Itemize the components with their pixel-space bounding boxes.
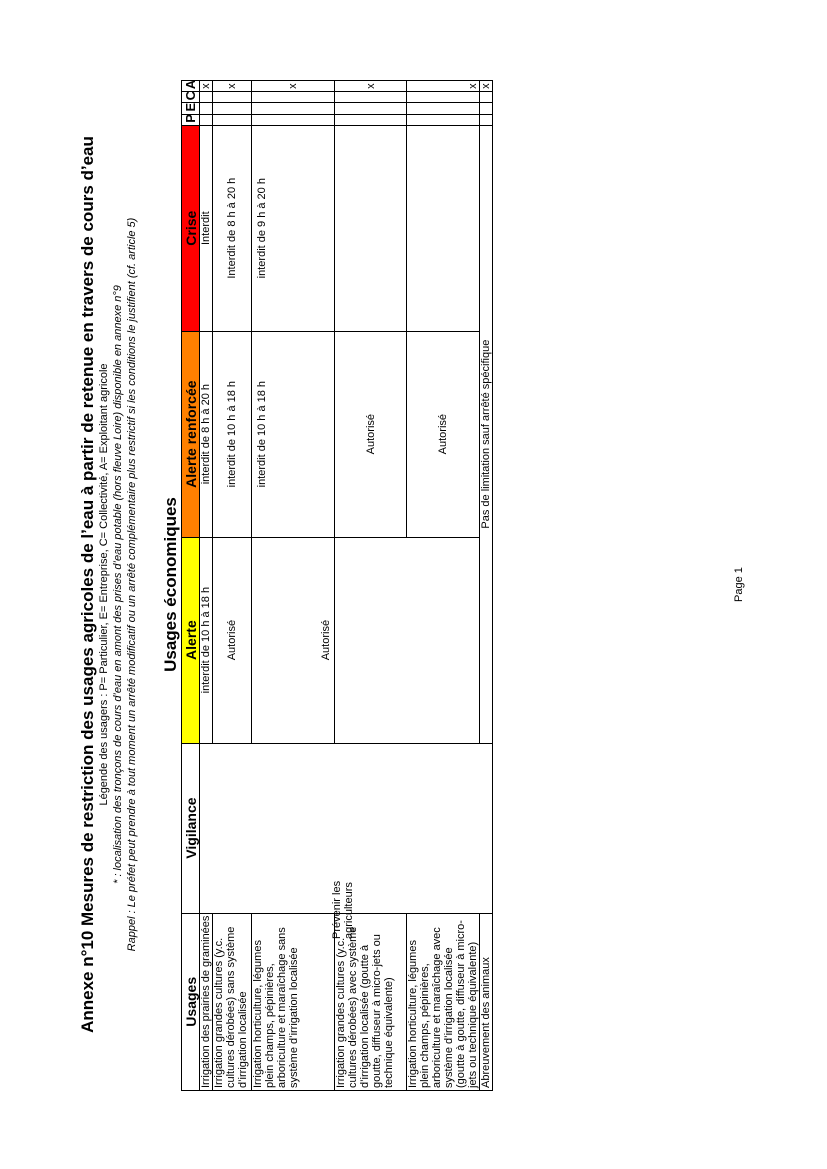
restriction-table [181,80,493,1091]
e-cell [407,103,480,114]
c-cell [200,92,213,103]
usage-cell: Irrigation grandes cultures (y.c. cultures dérobées) avec système d’irrigation localisée (goutte à goutte, diffuseur à micro-jets ou technique équivalente) [335,913,407,1090]
alerte-empty-cell [335,537,480,743]
a-cell: x [480,81,493,92]
page-title: Annexe n°10 Mesures de restriction des usages agricoles de l’eau à partir de retenue en travers de cours d’eau [78,136,97,1033]
usage-cell: Irrigation grandes cultures (y.c. cultures dérobées) sans système d’irrigation localisée [213,913,252,1090]
header-usages: Usages [182,913,200,1090]
e-cell [200,103,213,114]
alerte-cell: Autorisé [213,537,252,743]
renforcee-cell: interdit de 10 h à 18 h [252,331,335,537]
header-alerte: Alerte [182,537,200,743]
table-header-row [182,81,200,1091]
c-cell [213,92,252,103]
p-cell [407,114,480,125]
renforcee-cell: Autorisé [407,331,480,537]
crise-cell: interdit de 9 h à 20 h [252,125,335,331]
crise-empty-cell [407,125,480,331]
c-cell [335,92,407,103]
renforcee-cell: interdit de 10 h à 18 h [213,331,252,537]
renforcee-cell: Autorisé [335,331,407,537]
usage-cell: Irrigation horticulture, légumes plein champs, pépinières, arboriculture et maraîchage avec système d’irrigation localisée (goutte à goutte, diffuseur à micro-jets ou technique équivalente) [407,913,480,1090]
alerte-cell: interdit de 10 h à 18 h [200,537,213,743]
rappel-note: Rappel : Le préfet peut prendre à tout moment un arrêté modificatif ou un arrêté complémentaire plus restrictif si les conditions le justifient (cf. article 5) [126,217,138,952]
table-row [213,81,252,1091]
e-cell [213,103,252,114]
c-cell [480,92,493,103]
header-c: C [182,92,200,103]
p-cell [480,114,493,125]
p-cell [200,114,213,125]
a-cell: x [200,81,213,92]
c-cell [252,92,335,103]
p-cell [252,114,335,125]
crise-cell: Interdit [200,125,213,331]
vigilance-text: Prévenir les agriculteurs [331,880,355,939]
usage-cell: Abreuvement des animaux [480,913,493,1090]
p-cell [335,114,407,125]
e-cell [252,103,335,114]
p-cell [213,114,252,125]
usage-cell: Irrigation des prairies de graminées [200,913,213,1090]
header-e: E [182,103,200,114]
a-cell: x [213,81,252,92]
header-crise: Crise [182,125,200,331]
a-cell: x [407,81,480,92]
a-cell: x [252,81,335,92]
header-a: A [182,81,200,92]
usage-cell: Irrigation horticulture, légumes plein champs, pépinières, arboriculture et maraîchage sans système d’irrigation localisée [252,913,335,1090]
crise-empty-cell [335,125,407,331]
table-row [480,81,493,1091]
header-vigilance: Vigilance [182,743,200,913]
alerte-cell: Autorisé [252,537,335,743]
section-title: Usages économiques [161,497,180,672]
crise-cell: Interdit de 8 h à 20 h [213,125,252,331]
e-cell [480,103,493,114]
e-cell [335,103,407,114]
users-legend: Légende des usagers : P= Particulier, E= Entreprise, C= Collectivité, A= Exploitant agricole [98,363,110,806]
c-cell [407,92,480,103]
a-cell: x [335,81,407,92]
table-row [335,81,407,1091]
vigilance-empty-cell [480,743,493,913]
page-number: Page 1 [733,567,745,602]
table-row [200,81,213,1091]
localisation-note: * : localisation des tronçons de cours d’eau en amont des prises d’eau potable (hors fleuve Loire) disponible en annexe n°9 [112,285,124,884]
renforcee-cell: interdit de 8 h à 20 h [200,331,213,537]
alerte-to-crise-cell: Pas de limitation sauf arrêté spécifique [480,125,493,743]
header-alerte-renforcee: Alerte renforcée [182,331,200,537]
table-row [252,81,335,1091]
header-p: P [182,114,200,125]
